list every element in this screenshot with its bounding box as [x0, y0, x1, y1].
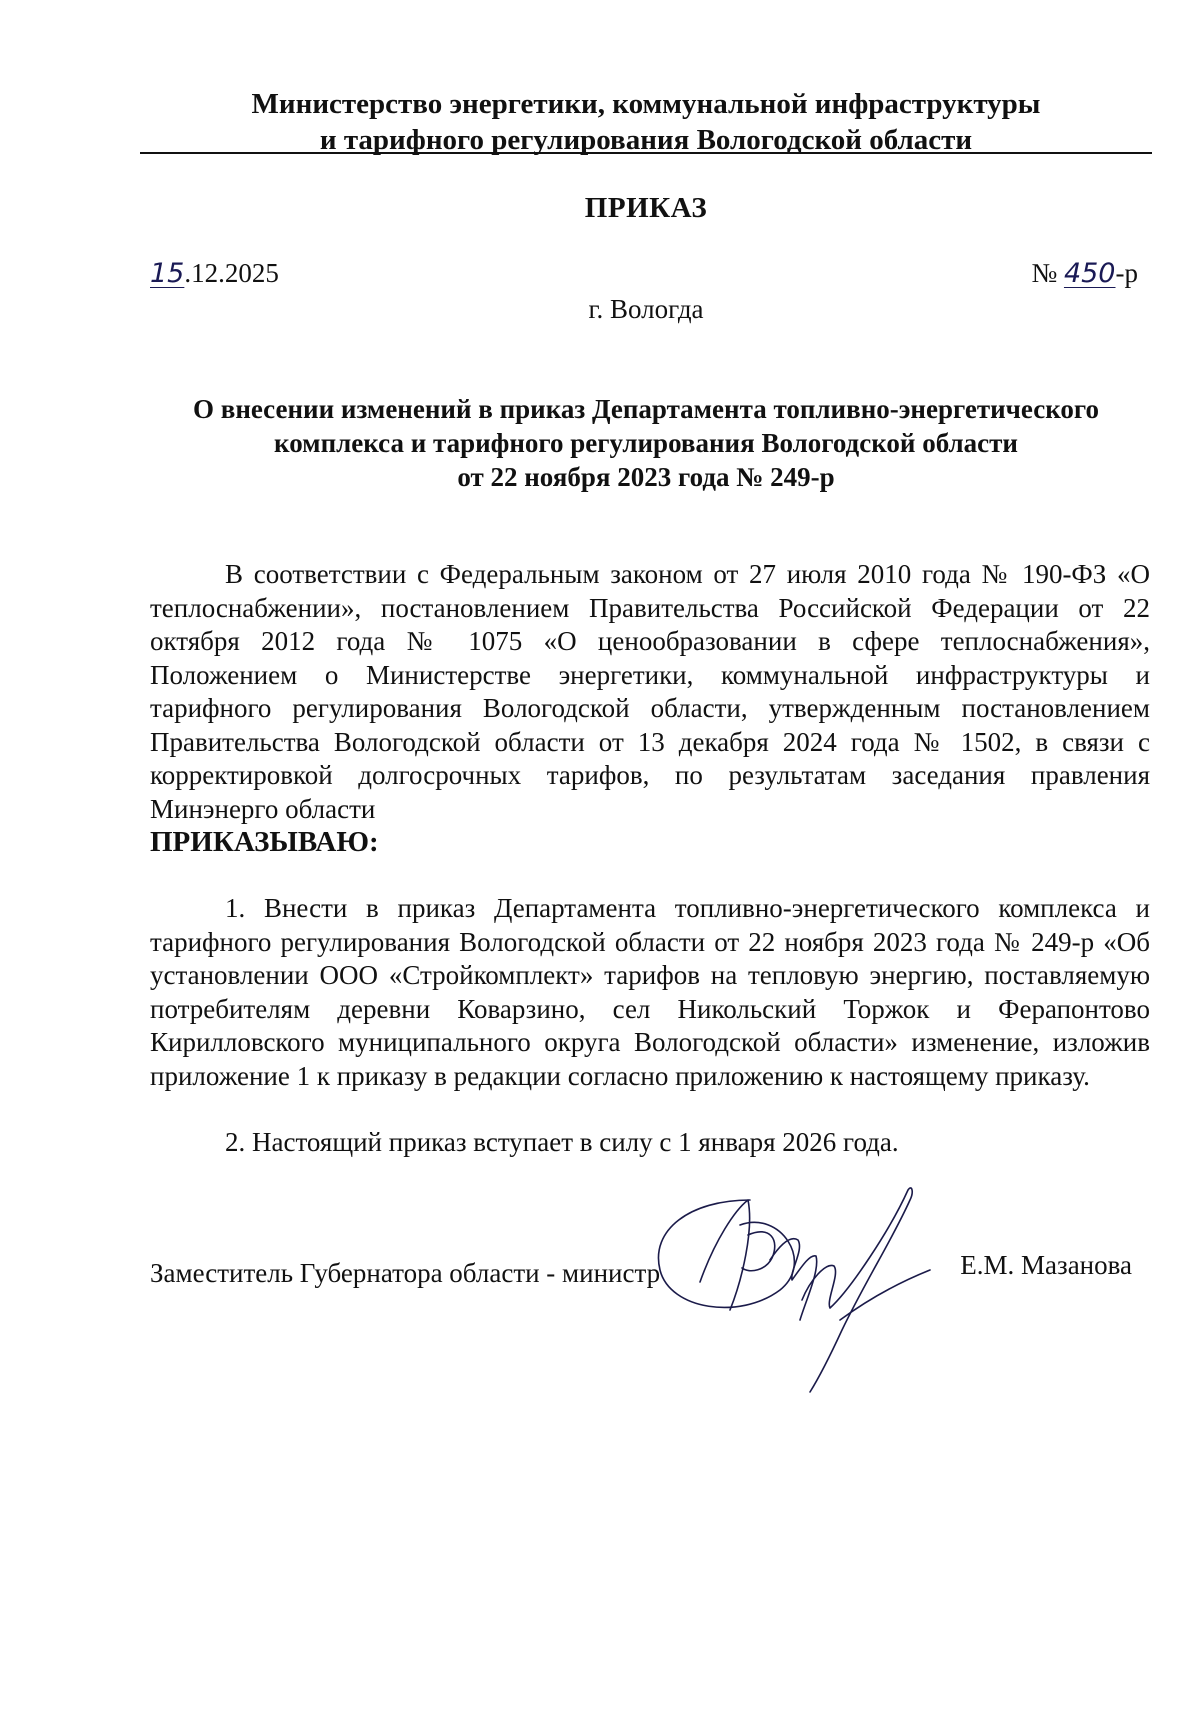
- title-line3: от 22 ноября 2023 года № 249-р: [457, 462, 835, 492]
- signer-name: Е.М. Мазанова: [960, 1250, 1132, 1280]
- order-item-2: 2. Настоящий приказ вступает в силу с 1 января 2026 года.: [225, 1127, 899, 1157]
- ministry-header-line2: и тарифного регулирования Вологодской области: [319, 124, 973, 156]
- header-divider: [140, 152, 1152, 154]
- document-type: ПРИКАЗ: [584, 192, 708, 224]
- date-day-handwritten: 15: [150, 258, 185, 289]
- document-title: [140, 392, 1152, 494]
- title-line1: О внесении изменений в приказ Департамента топливно-энергетического: [192, 394, 1099, 424]
- number-suffix: -р: [1115, 258, 1138, 288]
- document-date: [150, 258, 279, 289]
- ministry-header-line1: Министерство энергетики, коммунальной инфраструктуры: [251, 88, 1041, 120]
- city: г. Вологда: [588, 294, 704, 324]
- signer-title: Заместитель Губернатора области - министр: [150, 1258, 661, 1288]
- handwritten-signature: [630, 1170, 970, 1400]
- date-rest: .12.2025: [184, 258, 279, 288]
- ministry-header: [140, 86, 1152, 158]
- order-item-1: 1. Внести в приказ Департамента топливно-энергетического комплекса и тарифного регулирования Вологодской области от 22 ноября 2023 года № 249-р «Об установлении ООО «Стройкомплект» тарифов на тепловую энергию, поставляемую потребителям деревни Коварзино, сел Никольский Торжок и Ферапонтово Кирилловского муниципального округа Вологодской области» изменение, изложив приложение 1 к приказу в редакции согласно приложению к настоящему приказу.: [150, 893, 1150, 1091]
- preamble-paragraph: В соответствии с Федеральным законом от 27 июля 2010 года № 190-ФЗ «О теплоснабжении», постановлением Правительства Российской Федерации от 22 октября 2012 года № 1075 «О ценообразовании в сфере теплоснабжения», Положением о Министерстве энергетики, коммунальной инфраструктуры и тарифного регулирования Вологодской области, утвержденным постановлением Правительства Вологодской области от 13 декабря 2024 года № 1502, в связи с корректировкой долгосрочных тарифов, по результатам заседания правления Минэнерго области: [150, 559, 1150, 824]
- number-prefix: №: [1031, 258, 1058, 288]
- order-verb: ПРИКАЗЫВАЮ:: [150, 826, 379, 858]
- number-handwritten: 450: [1063, 258, 1116, 289]
- document-number: [1031, 258, 1138, 289]
- title-line2: комплекса и тарифного регулирования Вологодской области: [274, 428, 1018, 458]
